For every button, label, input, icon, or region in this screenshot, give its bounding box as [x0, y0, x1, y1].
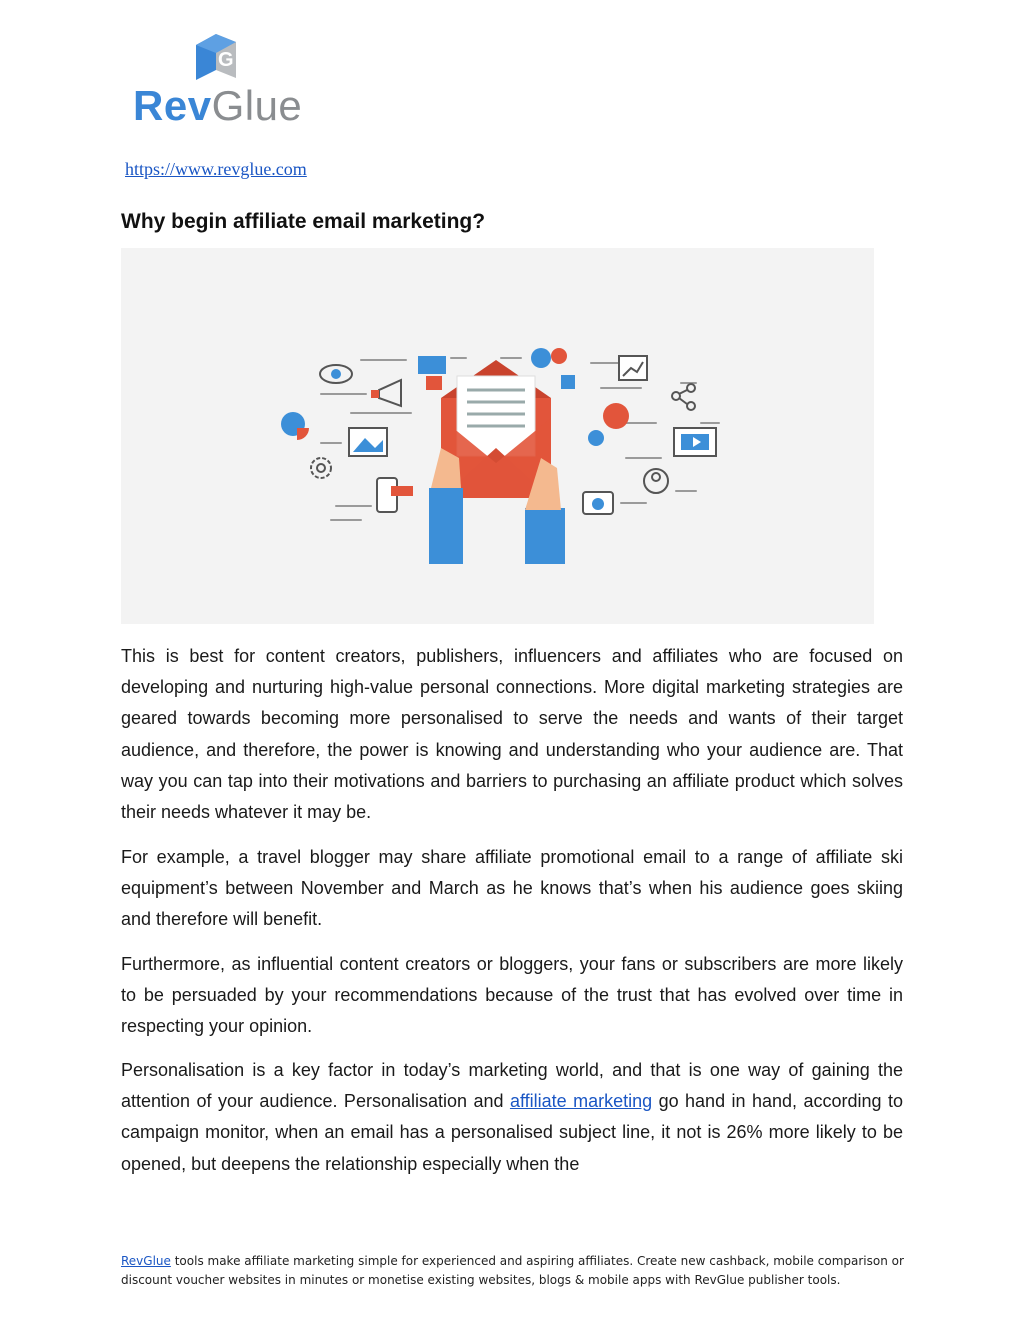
paragraph-3 [121, 949, 903, 1043]
camera-icon [583, 492, 613, 514]
paragraph-2 [121, 842, 903, 936]
svg-text:G: G [218, 49, 234, 71]
revglue-logo-icon [130, 30, 330, 90]
paragraph-4 [121, 1055, 903, 1180]
megaphone-icon [371, 380, 401, 406]
image-icon [349, 428, 387, 456]
website-url-link[interactable]: https://www.revglue.com [125, 159, 307, 179]
paragraph-4-start: Personalisation is a key factor in today’s marketing world, and that is one way of gaining the attention of your audience. Personalisation and [121, 1060, 903, 1112]
video-monitor-icon [674, 428, 716, 456]
paragraph-3-text: Furthermore, as influential content creators or bloggers, your fans or subscribers are more likely to be persuaded by your recommendations because of the trust that has evolved over time in respecting your opinion. [121, 954, 903, 1037]
dollar-coin-icon [588, 403, 629, 446]
gear-icon [311, 458, 331, 478]
logo-rev: Rev [133, 82, 212, 129]
paragraph-1-text: This is best for content creators, publishers, influencers and affiliates who are focused on developing and nurturing high-value personal connections. More digital marketing strategies are geared towards becoming more personalised to serve the needs and wants of their target audience, and therefore, the power is knowing and understanding who your audience are. That way you can tap into their motivations and barriers to purchasing an affiliate product which solves their needs whatever it may be. [121, 646, 903, 823]
share-icon [672, 384, 695, 410]
mobile-icon [377, 478, 413, 512]
paragraph-4-text [121, 1055, 903, 1180]
paragraph-1 [121, 641, 903, 828]
pie-chart-icon [281, 412, 309, 440]
email-marketing-illustration [121, 248, 874, 624]
article-title: Why begin affiliate email marketing? [121, 210, 486, 233]
footer-text: tools make affiliate marketing simple for experienced and aspiring affiliates. Create new cashback, mobile comparison or discount voucher websites in minutes or monetise existing websites, blogs & mobile apps with RevGlue publisher tools. [121, 1254, 904, 1287]
logo-glue: Glue [211, 82, 303, 129]
analytics-icon [619, 356, 647, 380]
paragraph-2-text: For example, a travel blogger may share affiliate promotional email to a range of affiliate ski equipment’s between November and March as he knows that’s when his audience goes skiing and therefore will benefit. [121, 847, 903, 930]
chat-icon [531, 348, 567, 368]
paragraph-4-end: go hand in hand, according to campaign monitor, when an email has a personalised subject line, it not is 26% more likely to be opened, but deepens the relationship especially when the [121, 1091, 903, 1174]
page-footer [121, 1252, 911, 1290]
eye-icon [320, 365, 352, 383]
hero-image [121, 248, 874, 624]
thumbs-up-icon [561, 375, 575, 389]
user-icon [644, 469, 668, 493]
logo-wordmark [133, 82, 302, 130]
footer-revglue-link[interactable]: RevGlue [121, 1254, 171, 1268]
money-icon [418, 356, 446, 390]
affiliate-marketing-link[interactable]: affiliate marketing [509, 1091, 653, 1112]
